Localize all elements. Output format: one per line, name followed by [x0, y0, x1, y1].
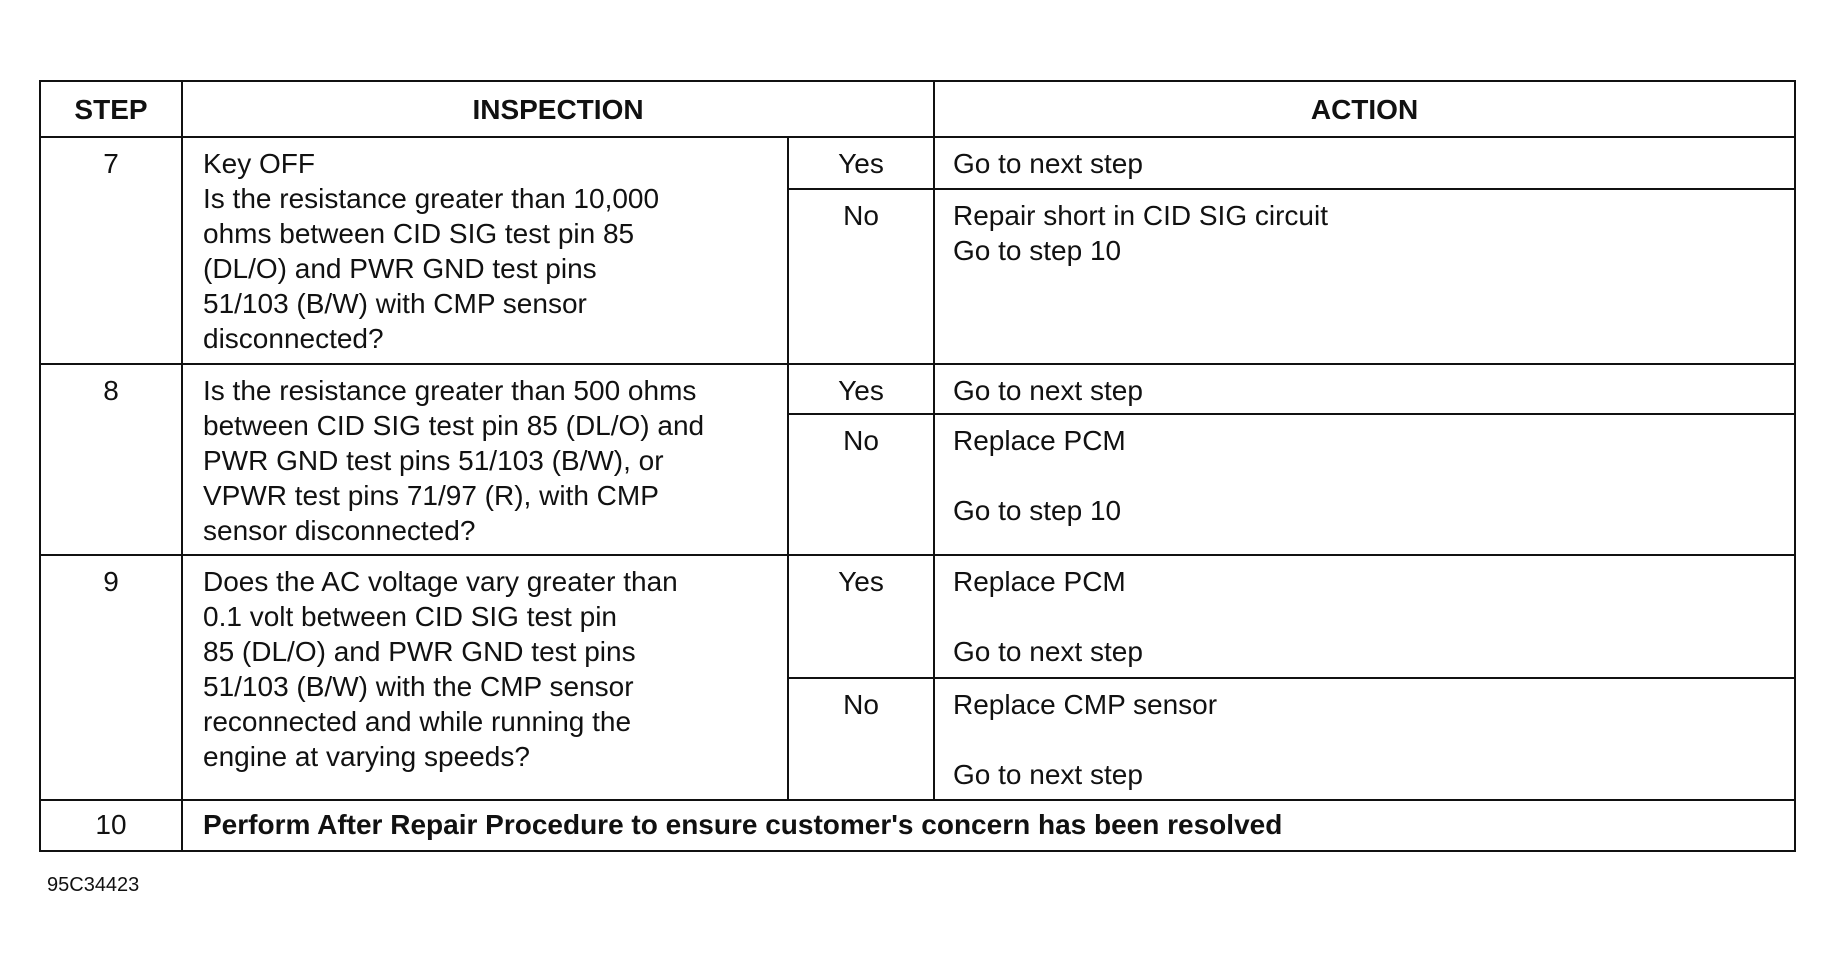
yes-action — [934, 555, 1795, 678]
text-line: 85 (DL/O) and PWR GND test pins — [203, 636, 636, 667]
text-line: sensor disconnected? — [203, 515, 476, 546]
text-line: reconnected and while running the — [203, 706, 632, 737]
text-line: Go to next step — [953, 759, 1143, 790]
step-number: 7 — [40, 137, 182, 364]
final-row — [40, 800, 1795, 851]
text-line: VPWR test pins 71/97 (R), with CMP — [203, 480, 659, 511]
text-line: Does the AC voltage vary greater than — [203, 566, 678, 597]
header-row — [40, 81, 1795, 137]
text-line: Repair short in CID SIG circuit — [953, 200, 1329, 231]
no-label: No — [788, 678, 934, 800]
text-line: Go to next step — [953, 148, 1143, 179]
no-action — [934, 678, 1795, 800]
inspection-text — [182, 555, 788, 800]
yes-label: Yes — [788, 555, 934, 678]
table-row — [40, 555, 1795, 678]
step-number: 9 — [40, 555, 182, 800]
text-line: 51/103 (B/W) with CMP sensor — [203, 288, 587, 319]
no-action — [934, 189, 1795, 364]
text-line: Replace PCM — [953, 566, 1126, 597]
text-line: 51/103 (B/W) with the CMP sensor — [203, 671, 634, 702]
final-instruction: Perform After Repair Procedure to ensure customer's concern has been resolved — [182, 800, 1795, 851]
yes-label: Yes — [788, 364, 934, 414]
inspection-text — [182, 137, 788, 364]
table-row — [40, 137, 1795, 189]
yes-label: Yes — [788, 137, 934, 189]
no-label: No — [788, 189, 934, 364]
no-action — [934, 414, 1795, 555]
text-line: Key OFF — [203, 148, 316, 179]
text-line: Go to next step — [953, 636, 1143, 667]
yes-action — [934, 137, 1795, 189]
text-line: Replace PCM — [953, 425, 1126, 456]
text-line: between CID SIG test pin 85 (DL/O) and — [203, 410, 705, 441]
header-action: ACTION — [934, 81, 1795, 137]
no-label: No — [788, 414, 934, 555]
step-number: 10 — [40, 800, 182, 851]
text-line: ohms between CID SIG test pin 85 — [203, 218, 635, 249]
text-line: disconnected? — [203, 323, 384, 354]
text-line — [953, 599, 1784, 634]
text-line: Replace CMP sensor — [953, 689, 1218, 720]
text-line: (DL/O) and PWR GND test pins — [203, 253, 597, 284]
inspection-text — [182, 364, 788, 555]
header-inspection: INSPECTION — [182, 81, 934, 137]
yes-action — [934, 364, 1795, 414]
text-line: Go to step 10 — [953, 235, 1122, 266]
text-line: Go to next step — [953, 375, 1143, 406]
text-line: engine at varying speeds? — [203, 741, 530, 772]
text-line — [953, 458, 1784, 493]
text-line: PWR GND test pins 51/103 (B/W), or — [203, 445, 664, 476]
figure-id: 95C34423 — [47, 874, 140, 896]
diagnostic-table — [39, 80, 1796, 852]
text-line: Is the resistance greater than 500 ohms — [203, 375, 697, 406]
text-line: 0.1 volt between CID SIG test pin — [203, 601, 617, 632]
table-row — [40, 364, 1795, 414]
text-line — [953, 722, 1784, 757]
step-number: 8 — [40, 364, 182, 555]
header-step: STEP — [40, 81, 182, 137]
text-line: Is the resistance greater than 10,000 — [203, 183, 660, 214]
text-line: Go to step 10 — [953, 495, 1122, 526]
